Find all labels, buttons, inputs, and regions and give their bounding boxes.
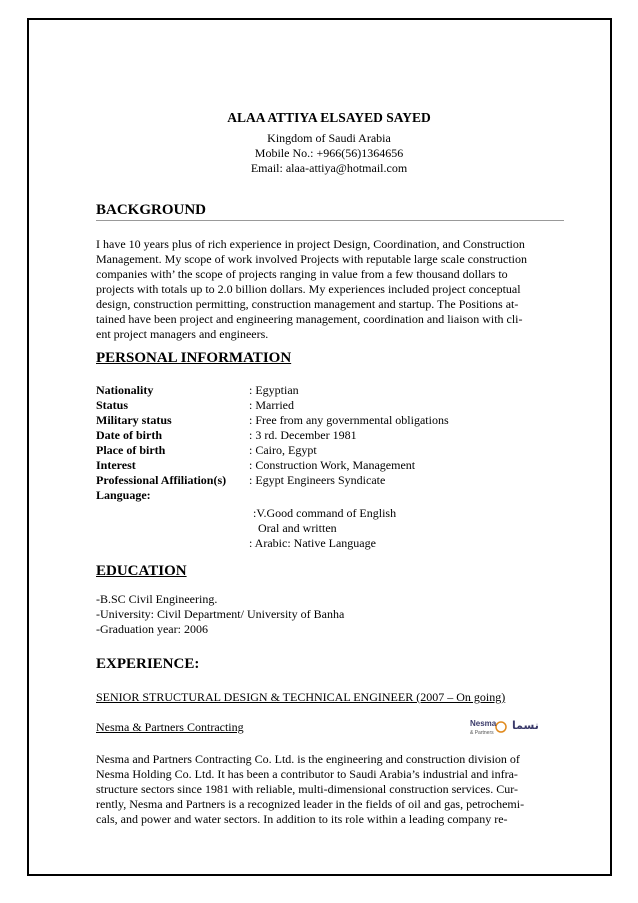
background-line: I have 10 years plus of rich experience in project Design, Coordination, and Construction xyxy=(96,237,525,251)
email-address: Email: alaa-attiya@hotmail.com xyxy=(250,161,408,175)
info-value: : Egyptian xyxy=(249,383,299,397)
personal-info-title: PERSONAL INFORMATION xyxy=(96,350,292,366)
education-university: -University: Civil Department/ University of Banha xyxy=(96,607,345,621)
info-row-interest xyxy=(96,458,562,473)
info-value: : Married xyxy=(249,398,294,412)
experience-title: EXPERIENCE: xyxy=(96,656,200,672)
info-label: Date of birth xyxy=(96,428,162,442)
language-arabic: : Arabic: Native Language xyxy=(249,536,376,550)
logo-arabic: نسما xyxy=(512,719,539,732)
logo-subtext: & Partners xyxy=(470,730,494,736)
experience-line: Nesma Holding Co. Ltd. It has been a contributor to Saudi Arabia’s industrial and infra- xyxy=(96,767,518,781)
info-value: : Construction Work, Management xyxy=(249,458,416,472)
info-label: Professional Affiliation(s) xyxy=(96,473,227,487)
info-value xyxy=(249,473,385,488)
job-position: SENIOR STRUCTURAL DESIGN & TECHNICAL ENGINEER (2007 – On going) xyxy=(96,690,506,704)
experience-line: structure sectors since 1981 with reliable, multi-dimensional construction services. Cur- xyxy=(96,782,518,796)
info-value: : Free from any governmental obligations xyxy=(249,413,449,427)
applicant-name: ALAA ATTIYA ELSAYED SAYED xyxy=(227,110,431,125)
affiliation-value: : Egypt Engineers Syndicate xyxy=(249,473,386,487)
education-title: EDUCATION xyxy=(96,563,187,579)
background-divider xyxy=(96,220,564,221)
info-row-affiliation xyxy=(96,473,562,488)
info-label: Status xyxy=(96,398,129,412)
info-label: Nationality xyxy=(96,383,154,397)
experience-line: cals, and power and water sectors. In addition to its role within a leading company re- xyxy=(96,812,508,826)
background-line: design, construction permitting, construction management and startup. The Positions at- xyxy=(96,297,519,311)
education-graduation: -Graduation year: 2006 xyxy=(96,622,208,636)
info-row-military xyxy=(96,413,562,428)
info-row-status xyxy=(96,398,562,413)
info-row-nationality xyxy=(96,383,562,398)
location: Kingdom of Saudi Arabia xyxy=(267,131,391,145)
info-row-language xyxy=(96,488,562,503)
info-value: : Cairo, Egypt xyxy=(249,443,317,457)
mobile-number: Mobile No.: +966(56)1364656 xyxy=(254,146,404,160)
info-label: Place of birth xyxy=(96,443,166,457)
company-name: Nesma & Partners Contracting xyxy=(96,720,244,734)
nesma-logo xyxy=(470,714,560,740)
language-english: :V.Good command of English xyxy=(253,506,397,520)
nesma-logo-graphic xyxy=(470,714,560,740)
info-row-pob xyxy=(96,443,562,458)
experience-line: rently, Nesma and Partners is a recognized leader in the fields of oil and gas, petrochemi- xyxy=(96,797,525,811)
background-line: ent project managers and engineers. xyxy=(96,327,269,341)
language-english-detail: Oral and written xyxy=(258,521,337,535)
background-title: BACKGROUND xyxy=(96,202,207,218)
info-label: Interest xyxy=(96,458,136,472)
info-row-dob xyxy=(96,428,562,443)
background-line: projects with totals up to 2.0 billion dollars. My experiences included project conceptual xyxy=(96,282,521,296)
background-line: Management. My scope of work involved Projects with reputable large scale construction xyxy=(96,252,527,266)
info-label: Language: xyxy=(96,488,151,502)
background-line: tained have been project and engineering management, coordination and liaison with cli- xyxy=(96,312,523,326)
experience-paragraph xyxy=(96,752,562,827)
info-label: Military status xyxy=(96,413,172,427)
background-line: companies with’ the scope of projects ranging in value from a few thousand dollars to xyxy=(96,267,508,281)
education-degree: -B.SC Civil Engineering. xyxy=(96,592,218,606)
logo-ring xyxy=(496,722,506,732)
experience-line: Nesma and Partners Contracting Co. Ltd. is the engineering and construction division of xyxy=(96,752,520,766)
logo-text: Nesma xyxy=(470,719,497,728)
info-value: : 3 rd. December 1981 xyxy=(249,428,357,442)
background-paragraph xyxy=(96,237,562,342)
